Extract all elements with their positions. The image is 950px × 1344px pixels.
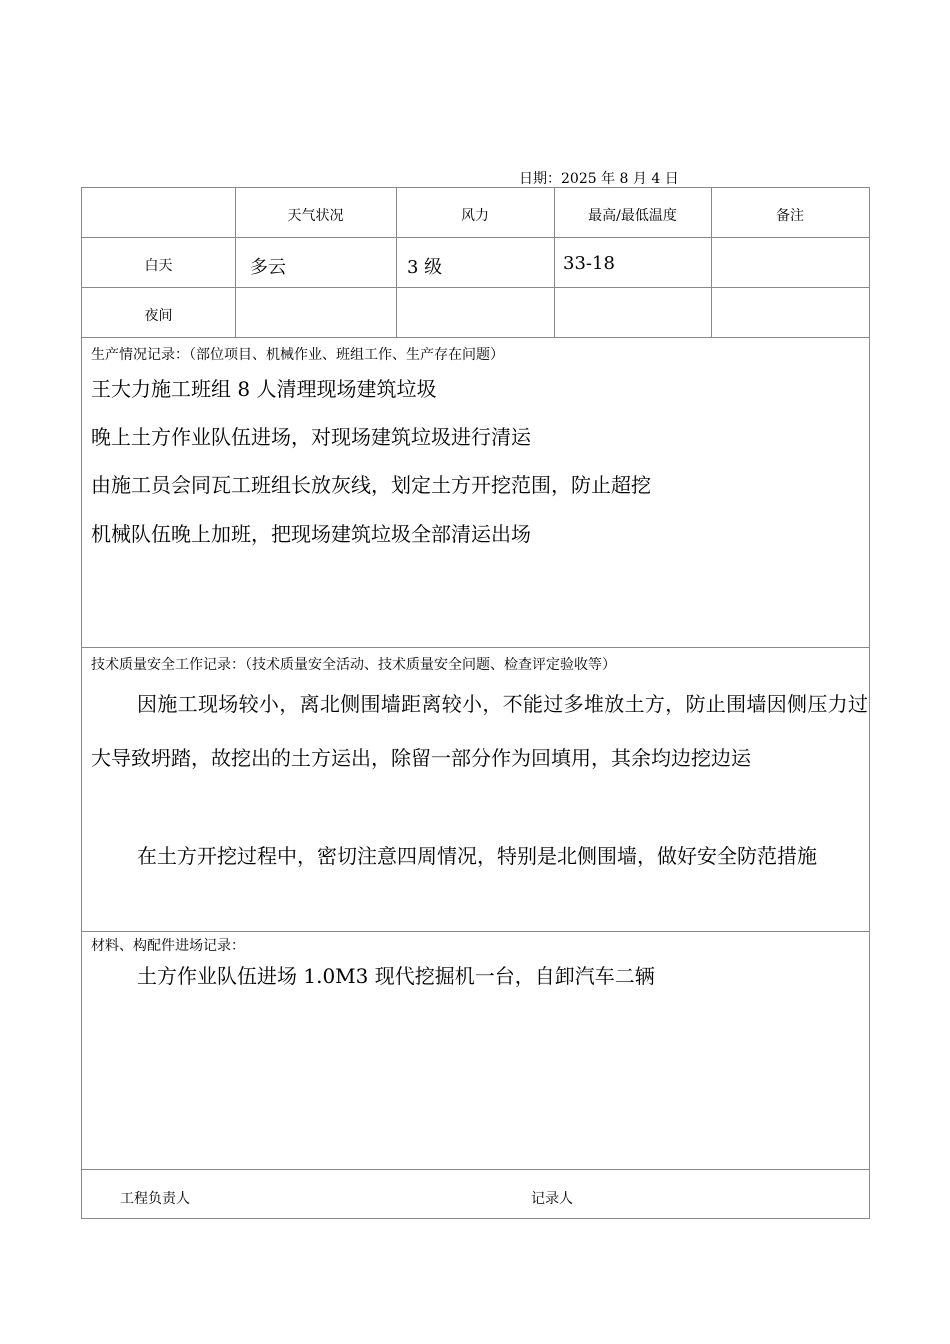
row-divider	[82, 931, 869, 932]
row-divider	[82, 647, 869, 648]
row-divider	[82, 1169, 869, 1170]
construction-log-table	[81, 187, 870, 1219]
production-line: 晚上土方作业队伍进场，对现场建筑垃圾进行清运	[91, 425, 531, 449]
production-line: 机械队伍晚上加班，把现场建筑垃圾全部清运出场	[91, 522, 531, 546]
production-line: 王大力施工班组 8 人清理现场建筑垃圾	[91, 377, 437, 401]
header-temperature: 最高/最低温度	[588, 208, 677, 224]
materials-record-label: 材料、构配件进场记录：	[91, 938, 245, 954]
header-wind: 风力	[461, 208, 489, 224]
header-weather: 天气状况	[287, 208, 344, 224]
day-weather-value: 多云	[250, 257, 286, 278]
materials-line: 土方作业队伍进场 1.0M3 现代挖掘机一台，自卸汽车二辆	[137, 964, 655, 988]
row-divider	[82, 237, 869, 238]
row-label-day: 白天	[144, 258, 173, 274]
technical-paragraph: 在土方开挖过程中，密切注意四周情况，特别是北侧围墙，做好安全防范措施	[137, 844, 817, 868]
day-temperature-value: 33-18	[563, 253, 615, 274]
project-manager-label: 工程负责人	[120, 1191, 190, 1207]
row-label-night: 夜间	[144, 308, 173, 324]
row-divider	[82, 337, 869, 338]
recorder-label: 记录人	[531, 1191, 573, 1207]
technical-paragraph: 因施工现场较小，离北侧围墙距离较小，不能过多堆放土方，防止围墙因侧压力过大导致坍踏，故挖出的土方运出，除留一部分作为回填用，其余均边挖边运	[91, 692, 868, 770]
production-line: 由施工员会同瓦工班组长放灰线，划定土方开挖范围，防止超挖	[91, 473, 651, 497]
header-remarks: 备注	[776, 208, 804, 224]
row-divider	[82, 287, 869, 288]
technical-safety-record-label: 技术质量安全工作记录：（技术质量安全活动、技术质量安全问题、检查评定验收等）	[91, 657, 616, 673]
day-wind-value: 3 级	[407, 257, 443, 278]
production-record-label: 生产情况记录：（部位项目、机械作业、班组工作、生产存在问题）	[91, 347, 504, 363]
log-date: 日期：2025 年 8 月 4 日	[519, 171, 679, 187]
